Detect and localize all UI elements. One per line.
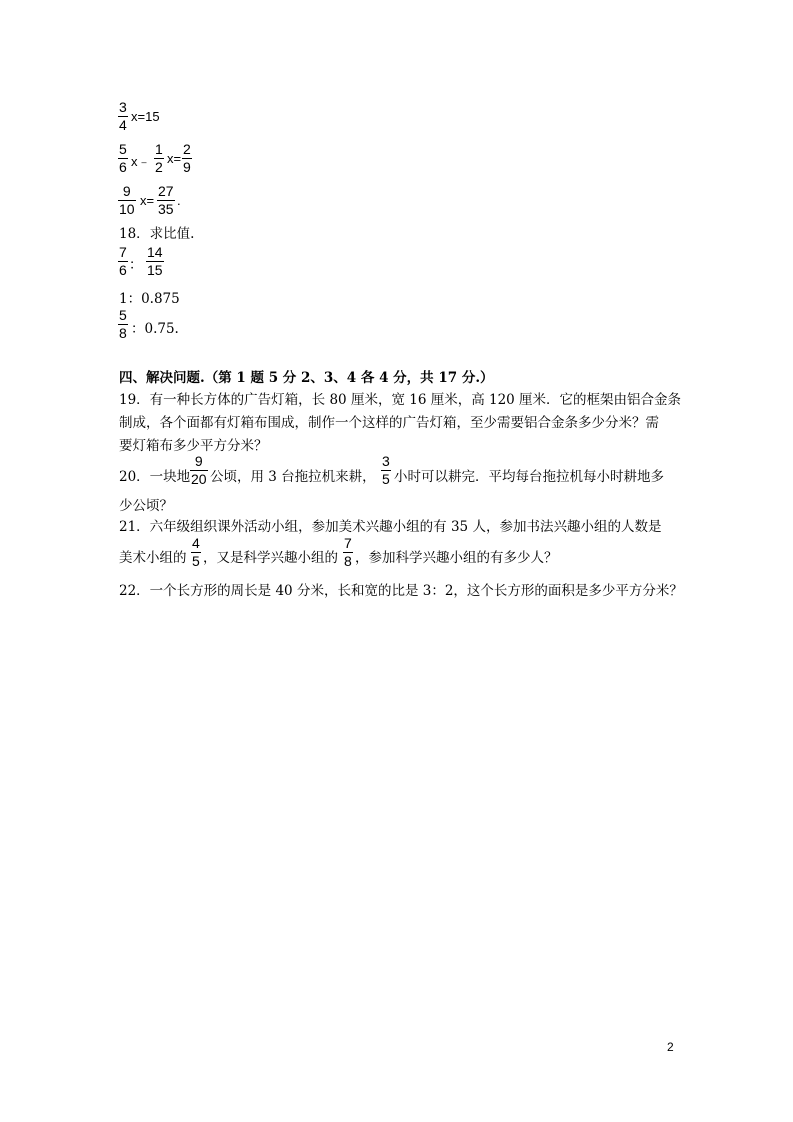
denominator: 2 <box>155 159 163 175</box>
numerator: 3 <box>382 453 390 469</box>
question-20-part-3: 小时可以耕完．平均每台拖拉机每小时耕地多 <box>394 469 664 485</box>
denominator: 6 <box>119 159 127 175</box>
question-20-part-2: 公顷，用 3 台拖拉机来耕， <box>210 469 376 485</box>
question-18: 18．求比值. <box>119 226 195 242</box>
denominator: 6 <box>119 262 127 278</box>
numerator: 2 <box>183 141 191 157</box>
section-4-title: 四、解决问题.（第 1 题 5 分 2、3、4 各 4 分，共 17 分.） <box>119 370 494 386</box>
question-21-part-2: ，又是科学兴趣小组的 <box>203 550 338 566</box>
numerator: 4 <box>192 535 200 551</box>
page-number: 2 <box>667 1040 674 1054</box>
fraction-3-5 <box>381 454 391 487</box>
question-20-line-2: 少公顷？ <box>119 498 173 514</box>
numerator: 9 <box>122 183 131 199</box>
fraction-7-6 <box>118 245 128 278</box>
ratio-3-tail: ：0.75. <box>131 321 179 337</box>
numerator: 27 <box>158 183 174 199</box>
numerator: 7 <box>344 535 352 551</box>
fraction-5-8 <box>118 308 128 341</box>
numerator: 7 <box>119 244 127 260</box>
numerator: 1 <box>155 141 163 157</box>
numerator: 5 <box>119 307 127 323</box>
fraction-9-10 <box>118 184 136 217</box>
equation-3-period: . <box>177 193 181 208</box>
question-19-line-3: 要灯箱布多少平方分米？ <box>119 438 268 454</box>
denominator: 5 <box>192 553 200 569</box>
numerator: 5 <box>119 141 127 157</box>
denominator: 4 <box>119 117 127 133</box>
fraction-4-5 <box>191 536 201 569</box>
equation-2-minus: x﹣ <box>131 154 151 169</box>
fraction-14-15 <box>146 245 164 278</box>
question-20-part-1: 20．一块地 <box>119 469 191 485</box>
question-21-part-3: ，参加科学兴趣小组的有多少人？ <box>355 550 558 566</box>
fraction-1-2 <box>154 142 164 175</box>
numerator: 9 <box>194 453 203 469</box>
fraction-27-35 <box>157 184 175 217</box>
numerator: 14 <box>147 244 163 260</box>
equation-1-tail: x=15 <box>131 109 160 124</box>
question-21-line-1: 21．六年级组织课外活动小组，参加美术兴趣小组的有 35 人，参加书法兴趣小组的人数是 <box>119 519 662 535</box>
ratio-colon: ： <box>129 257 143 273</box>
fraction-7-8 <box>343 536 353 569</box>
denominator: 5 <box>382 471 390 487</box>
fraction-3-4 <box>118 100 128 133</box>
denominator: 9 <box>183 159 191 175</box>
denominator: 10 <box>119 201 135 217</box>
denominator: 35 <box>158 201 174 217</box>
question-19-line-1: 19．有一种长方体的广告灯箱，长 80 厘米，宽 16 厘米，高 120 厘米．它的框架由铝合金条 <box>119 392 682 408</box>
fraction-9-20 <box>190 454 208 487</box>
equation-3-equals: x= <box>140 193 155 208</box>
ratio-2: 1：0.875 <box>119 291 180 307</box>
denominator: 8 <box>344 553 352 569</box>
denominator: 8 <box>119 325 127 341</box>
fraction-2-9 <box>182 142 192 175</box>
numerator: 3 <box>119 99 127 115</box>
question-22: 22．一个长方形的周长是 40 分米，长和宽的比是 3：2，这个长方形的面积是多少平方分米？ <box>119 583 683 599</box>
question-21-part-1: 美术小组的 <box>119 550 187 566</box>
denominator: 20 <box>191 471 207 487</box>
fraction-5-6 <box>118 142 128 175</box>
equation-2-equals: x= <box>167 151 182 166</box>
denominator: 15 <box>147 262 163 278</box>
question-19-line-2: 制成，各个面都有灯箱布围成，制作一个这样的广告灯箱，至少需要铝合金条多少分米？需 <box>119 415 659 431</box>
